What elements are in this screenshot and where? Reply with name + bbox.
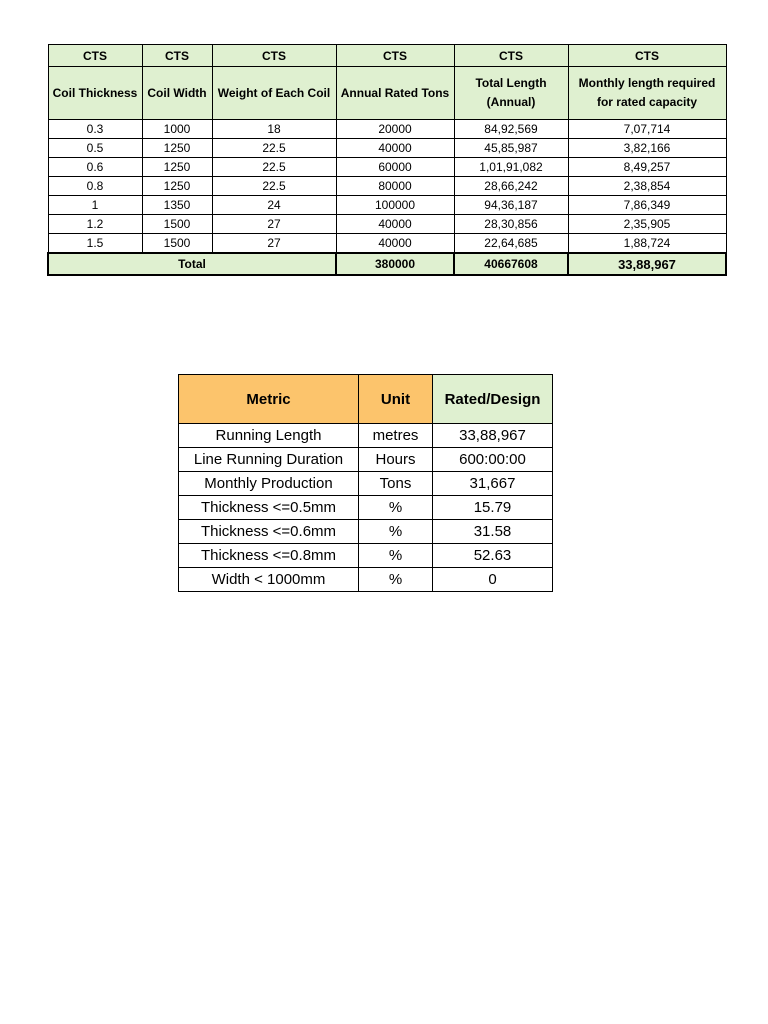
annual-tons-cell: 80000: [336, 177, 454, 196]
group-header-cell: CTS: [212, 45, 336, 67]
total-row: [48, 253, 726, 275]
total-label: Total: [48, 253, 336, 275]
metric-unit-cell: %: [359, 520, 433, 544]
col-header-annual-tons: Annual Rated Tons: [336, 67, 454, 120]
table-row: [179, 544, 553, 568]
coil-thickness-cell: 0.5: [48, 139, 142, 158]
weight-cell: 22.5: [212, 177, 336, 196]
col-header-coil-width: Coil Width: [142, 67, 212, 120]
col-header-coil-thickness: Coil Thickness: [48, 67, 142, 120]
metric-value-cell: 33,88,967: [433, 424, 553, 448]
annual-tons-cell: 100000: [336, 196, 454, 215]
metric-name-cell: Line Running Duration: [179, 448, 359, 472]
monthly-length-cell: 2,38,854: [568, 177, 726, 196]
metric-table: [178, 374, 553, 592]
group-header-cell: CTS: [48, 45, 142, 67]
table-row: [179, 568, 553, 592]
coil-width-cell: 1500: [142, 215, 212, 234]
weight-cell: 24: [212, 196, 336, 215]
annual-tons-cell: 60000: [336, 158, 454, 177]
col-header-rated-design: Rated/Design: [433, 375, 553, 424]
group-header-row: [48, 45, 726, 67]
coil-width-cell: 1000: [142, 120, 212, 139]
coil-width-cell: 1250: [142, 139, 212, 158]
group-header-cell: CTS: [454, 45, 568, 67]
metric-unit-cell: %: [359, 568, 433, 592]
coil-width-cell: 1250: [142, 158, 212, 177]
metric-name-cell: Thickness <=0.8mm: [179, 544, 359, 568]
metric-value-cell: 52.63: [433, 544, 553, 568]
weight-cell: 18: [212, 120, 336, 139]
total-annual-tons: 380000: [336, 253, 454, 275]
weight-cell: 27: [212, 215, 336, 234]
monthly-length-cell: 7,86,349: [568, 196, 726, 215]
monthly-length-cell: 1,88,724: [568, 234, 726, 254]
table-row: [179, 424, 553, 448]
total-length-cell: 28,66,242: [454, 177, 568, 196]
metric-value-cell: 31,667: [433, 472, 553, 496]
coil-width-cell: 1500: [142, 234, 212, 254]
coil-thickness-cell: 0.8: [48, 177, 142, 196]
metric-name-cell: Width < 1000mm: [179, 568, 359, 592]
col-header-unit: Unit: [359, 375, 433, 424]
coil-capacity-table: [47, 44, 727, 276]
metric-name-cell: Running Length: [179, 424, 359, 448]
group-header-cell: CTS: [142, 45, 212, 67]
metric-unit-cell: metres: [359, 424, 433, 448]
metric-value-cell: 0: [433, 568, 553, 592]
total-monthly-length: 33,88,967: [568, 253, 726, 275]
metric-unit-cell: %: [359, 496, 433, 520]
table-row: [48, 120, 726, 139]
total-length-cell: 45,85,987: [454, 139, 568, 158]
weight-cell: 22.5: [212, 158, 336, 177]
total-length-cell: 22,64,685: [454, 234, 568, 254]
total-length-cell: 84,92,569: [454, 120, 568, 139]
monthly-length-cell: 2,35,905: [568, 215, 726, 234]
total-length: 40667608: [454, 253, 568, 275]
coil-thickness-cell: 1.2: [48, 215, 142, 234]
table-row: [48, 196, 726, 215]
col-header-weight: Weight of Each Coil: [212, 67, 336, 120]
coil-thickness-cell: 1.5: [48, 234, 142, 254]
annual-tons-cell: 40000: [336, 139, 454, 158]
group-header-cell: CTS: [568, 45, 726, 67]
weight-cell: 27: [212, 234, 336, 254]
table-row: [48, 177, 726, 196]
metric-unit-cell: %: [359, 544, 433, 568]
col-header-total-length: Total Length (Annual): [454, 67, 568, 120]
col-header-monthly-length: Monthly length required for rated capacity: [568, 67, 726, 120]
metric-unit-cell: Tons: [359, 472, 433, 496]
metric-unit-cell: Hours: [359, 448, 433, 472]
monthly-length-cell: 7,07,714: [568, 120, 726, 139]
annual-tons-cell: 20000: [336, 120, 454, 139]
column-header-row: [48, 67, 726, 120]
metric-name-cell: Monthly Production: [179, 472, 359, 496]
col-header-metric: Metric: [179, 375, 359, 424]
table-row: [48, 158, 726, 177]
table-row: [179, 472, 553, 496]
total-length-cell: 28,30,856: [454, 215, 568, 234]
table-row: [179, 520, 553, 544]
group-header-cell: CTS: [336, 45, 454, 67]
metric-header-row: [179, 375, 553, 424]
total-length-cell: 1,01,91,082: [454, 158, 568, 177]
metric-value-cell: 15.79: [433, 496, 553, 520]
metric-value-cell: 600:00:00: [433, 448, 553, 472]
table-row: [179, 496, 553, 520]
metric-value-cell: 31.58: [433, 520, 553, 544]
monthly-length-cell: 3,82,166: [568, 139, 726, 158]
metric-name-cell: Thickness <=0.5mm: [179, 496, 359, 520]
total-length-cell: 94,36,187: [454, 196, 568, 215]
table-row: [48, 139, 726, 158]
coil-width-cell: 1350: [142, 196, 212, 215]
coil-width-cell: 1250: [142, 177, 212, 196]
table-row: [48, 234, 726, 254]
annual-tons-cell: 40000: [336, 215, 454, 234]
weight-cell: 22.5: [212, 139, 336, 158]
table-row: [48, 215, 726, 234]
coil-thickness-cell: 1: [48, 196, 142, 215]
table-row: [179, 448, 553, 472]
metric-name-cell: Thickness <=0.6mm: [179, 520, 359, 544]
coil-thickness-cell: 0.3: [48, 120, 142, 139]
monthly-length-cell: 8,49,257: [568, 158, 726, 177]
annual-tons-cell: 40000: [336, 234, 454, 254]
coil-thickness-cell: 0.6: [48, 158, 142, 177]
